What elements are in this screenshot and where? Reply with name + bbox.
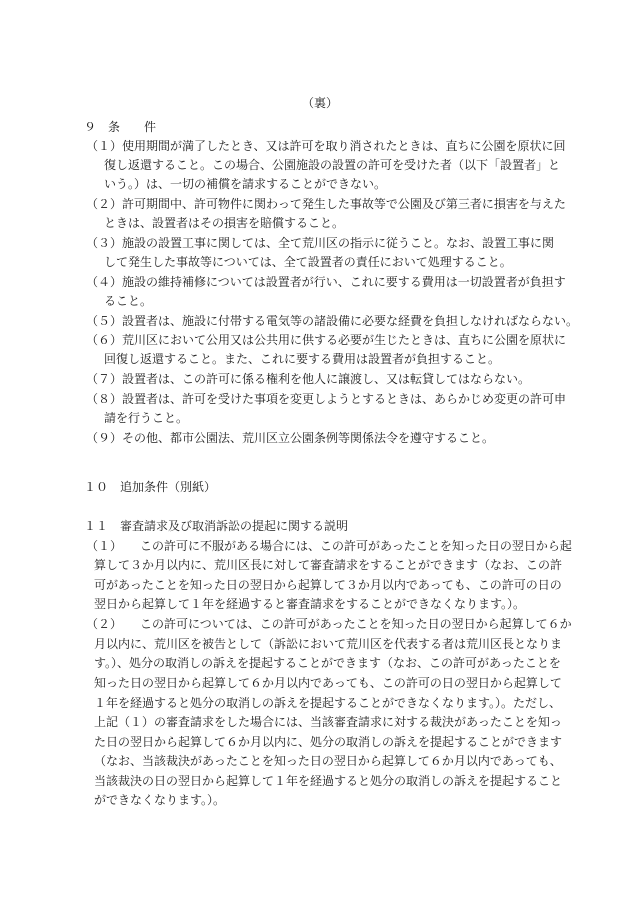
condition-6-line-2: 回復し返還すること。また、これに要する費用は設置者が負担すること。 (104, 352, 501, 366)
condition-5-line-1: （５）設置者は、施設に付帯する電気等の諸設備に必要な経費を負担しなければならない。 (86, 314, 579, 328)
condition-1-line-3: いう。）は、一切の補償を請求することができない。 (104, 177, 387, 191)
condition-1-line-1: （１）使用期間が満了したとき、又は許可を取り消されたときは、直ちに公園を原状に回 (86, 139, 566, 153)
condition-3-line-1: （３）施設の設置工事に関しては、全て荒川区の指示に従うこと。なお、設置工事に関 (86, 236, 555, 250)
section-9-heading: ９ 条 件 (84, 120, 157, 134)
explanation-2-line-2: 月以内に、荒川区を被告として（訴訟において荒川区を代表する者は荒川区長となりま (94, 637, 563, 651)
section-11-heading: １１ 審査請求及び取消訴訟の提起に関する説明 (84, 519, 349, 533)
condition-8-line-2: 請を行うこと。 (104, 411, 189, 425)
condition-9-line-1: （９）その他、都市公園法、荒川区立公園条例等関係法令を遵守すること。 (86, 431, 495, 445)
condition-6-line-1: （６）荒川区において公用又は公共用に供する必要が生じたときは、直ちに公園を原状に (86, 333, 567, 347)
condition-4-line-2: ること。 (104, 294, 153, 308)
explanation-1-line-4: 翌日から起算して１年を経過すると審査請求をすることができなくなります。）。 (94, 597, 526, 611)
condition-2-line-2: ときは、設置者はその損害を賠償すること。 (104, 216, 345, 230)
explanation-2-line-1: （２） この許可については、この許可があったことを知った日の翌日から起算して６か (86, 617, 572, 631)
explanation-2-line-8: （なお、当該裁決があったことを知った日の翌日から起算して６か月以内であっても、 (94, 754, 562, 768)
explanation-2-line-4: 知った日の翌日から起算して６か月以内であっても、この許可の日の翌日から起算して (94, 676, 562, 690)
section-10-heading: １０ 追加条件（別紙） (84, 480, 217, 494)
condition-3-line-2: して発生した事故等については、全て設置者の責任において処理すること。 (104, 255, 512, 269)
condition-7-line-1: （７）設置者は、この許可に係る権利を他人に譲渡し、又は転貸してはならない。 (86, 372, 531, 386)
explanation-2-line-3: す。）、処分の取消しの訴えを提起することができます（なお、この許可があったことを (94, 656, 561, 670)
explanation-1-line-3: 可があったことを知った日の翌日から起算して３か月以内であっても、この許可の日の (94, 578, 562, 592)
condition-2-line-1: （２）許可期間中、許可物件に関わって発生した事故等で公園及び第三者に損害を与えた (86, 197, 566, 211)
condition-8-line-1: （８）設置者は、許可を受けた事項を変更しようとするときは、あらかじめ変更の許可申 (86, 392, 567, 406)
explanation-2-line-7: た日の翌日から起算して６か月以内に、処分の取消しの訴えを提起することができます (94, 735, 563, 749)
explanation-2-line-5: １年を経過すると処分の取消しの訴えを提起することができなくなります。）。ただし、 (94, 696, 562, 710)
explanation-1-line-2: 算して３か月以内に、荒川区長に対して審査請求をすることができます（なお、この許 (94, 558, 563, 572)
explanation-2-line-10: ができなくなります。）。 (94, 793, 226, 807)
condition-1-line-2: 復し返還すること。この場合、公園施設の設置の許可を受けた者（以下「設置者」と (104, 158, 561, 172)
page-side-marker: （裏） (302, 96, 339, 110)
explanation-2-line-9: 当該裁決の日の翌日から起算して１年を経過すると処分の取消しの訴えを提起すること (94, 774, 563, 788)
explanation-1-line-1: （１） この許可に不服がある場合には、この許可があったことを知った日の翌日から起 (86, 539, 572, 553)
condition-4-line-1: （４）施設の維持補修については設置者が行い、これに要する費用は一切設置者が負担す (86, 275, 566, 289)
explanation-2-line-6: 上記（１）の審査請求をした場合には、当該審査請求に対する裁決があったことを知っ (94, 715, 562, 729)
